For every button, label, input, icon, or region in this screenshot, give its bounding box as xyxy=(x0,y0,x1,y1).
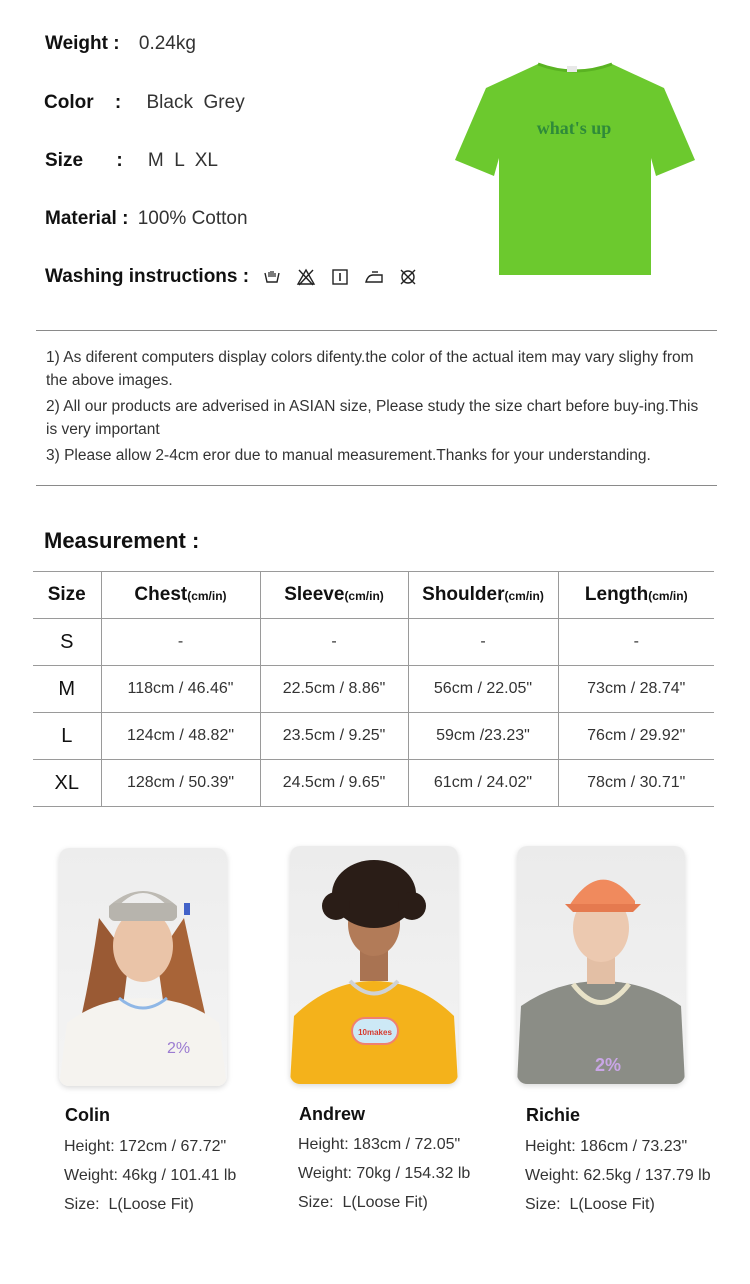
table-row xyxy=(33,666,714,713)
model-photo-colin xyxy=(59,848,227,1086)
cell-chest: 118cm / 46.46" xyxy=(101,666,260,713)
cell-shoulder: 59cm /23.23" xyxy=(408,713,558,760)
model-info xyxy=(298,1130,470,1217)
cell-size: M xyxy=(33,666,101,713)
bottom-divider xyxy=(36,485,717,486)
model-height: Height: 172cm / 67.72" xyxy=(64,1138,227,1155)
model-photo-andrew xyxy=(290,846,458,1084)
note-2: 2) All our products are adverised in ASIAN size, Please study the size chart before buy-ing.This is very important xyxy=(46,398,699,438)
notes xyxy=(46,346,706,470)
model-info xyxy=(64,1132,236,1219)
model-name: Richie xyxy=(526,1105,581,1125)
table-row xyxy=(33,619,714,666)
cell-chest: 128cm / 50.39" xyxy=(101,760,260,807)
measurement-title: Measurement : xyxy=(44,528,200,553)
material-value: 100% Cotton xyxy=(137,208,248,229)
cell-length: - xyxy=(558,619,714,666)
header-sleeve: Sleeve(cm/in) xyxy=(260,572,408,619)
cell-chest: - xyxy=(101,619,260,666)
header-size: Size xyxy=(33,572,101,619)
header-length: Length(cm/in) xyxy=(558,572,714,619)
cell-sleeve: 23.5cm / 9.25" xyxy=(260,713,408,760)
cell-sleeve: 24.5cm / 9.65" xyxy=(260,760,408,807)
product-shirt-image xyxy=(450,60,700,280)
washing-label: Washing instructions : xyxy=(45,266,250,287)
size-label: Size xyxy=(45,150,84,171)
spec-size xyxy=(45,150,218,172)
weight-label: Weight : xyxy=(45,33,120,54)
model-shirt-print: 10makes xyxy=(358,1028,392,1037)
spec-washing xyxy=(45,266,418,288)
table-row xyxy=(33,760,714,807)
color-colon: : xyxy=(114,92,122,113)
note-1: 1) As diferent computers display colors difenty.the color of the actual item may vary slighy from the above images. xyxy=(46,349,694,389)
model-info xyxy=(525,1132,711,1219)
model-shirt-print: 2% xyxy=(595,1055,622,1075)
shirt-tag-icon xyxy=(567,66,577,72)
iron-low-icon xyxy=(364,267,384,287)
no-dry-clean-icon xyxy=(398,267,418,287)
cell-length: 78cm / 30.71" xyxy=(558,760,714,807)
model-height: Height: 183cm / 72.05" xyxy=(298,1136,461,1153)
header-shoulder: Shoulder(cm/in) xyxy=(408,572,558,619)
cell-size: L xyxy=(33,713,101,760)
model-size: Size: L(Loose Fit) xyxy=(298,1194,428,1211)
note-3: 3) Please allow 2-4cm eror due to manual measurement.Thanks for your understanding. xyxy=(46,447,651,464)
cell-size: XL xyxy=(33,760,101,807)
cell-sleeve: 22.5cm / 8.86" xyxy=(260,666,408,713)
model-photo-richie xyxy=(517,846,685,1084)
cell-shoulder: 61cm / 24.02" xyxy=(408,760,558,807)
table-header-row xyxy=(33,572,714,619)
table-row xyxy=(33,713,714,760)
color-label: Color xyxy=(44,92,94,113)
weight-value: 0.24kg xyxy=(138,33,196,54)
washing-icons xyxy=(262,267,418,287)
spec-weight xyxy=(45,33,196,55)
size-chart-table xyxy=(33,571,714,807)
header-chest: Chest(cm/in) xyxy=(101,572,260,619)
model-weight: Weight: 46kg / 101.41 lb xyxy=(64,1167,237,1184)
cell-length: 76cm / 29.92" xyxy=(558,713,714,760)
color-value: Black Grey xyxy=(146,92,245,113)
cell-chest: 124cm / 48.82" xyxy=(101,713,260,760)
shirt-print-text: what's up xyxy=(536,118,612,138)
hand-wash-icon xyxy=(262,267,282,287)
size-colon: : xyxy=(116,150,123,171)
model-size: Size: L(Loose Fit) xyxy=(64,1196,194,1213)
line-dry-icon xyxy=(330,267,350,287)
model-shirt-print: 2% xyxy=(167,1040,191,1057)
model-name: Colin xyxy=(65,1105,110,1125)
no-bleach-icon xyxy=(296,267,316,287)
model-name: Andrew xyxy=(299,1104,366,1124)
top-divider xyxy=(36,330,717,331)
spec-color xyxy=(44,92,245,114)
cell-sleeve: - xyxy=(260,619,408,666)
cell-size: S xyxy=(33,619,101,666)
cell-shoulder: - xyxy=(408,619,558,666)
material-label: Material : xyxy=(45,208,129,229)
cell-shoulder: 56cm / 22.05" xyxy=(408,666,558,713)
model-height: Height: 186cm / 73.23" xyxy=(525,1138,688,1155)
model-weight: Weight: 62.5kg / 137.79 lb xyxy=(525,1167,711,1184)
model-weight: Weight: 70kg / 154.32 lb xyxy=(298,1165,471,1182)
cell-length: 73cm / 28.74" xyxy=(558,666,714,713)
spec-material xyxy=(45,208,248,230)
size-value: M L XL xyxy=(147,150,218,171)
model-size: Size: L(Loose Fit) xyxy=(525,1196,655,1213)
